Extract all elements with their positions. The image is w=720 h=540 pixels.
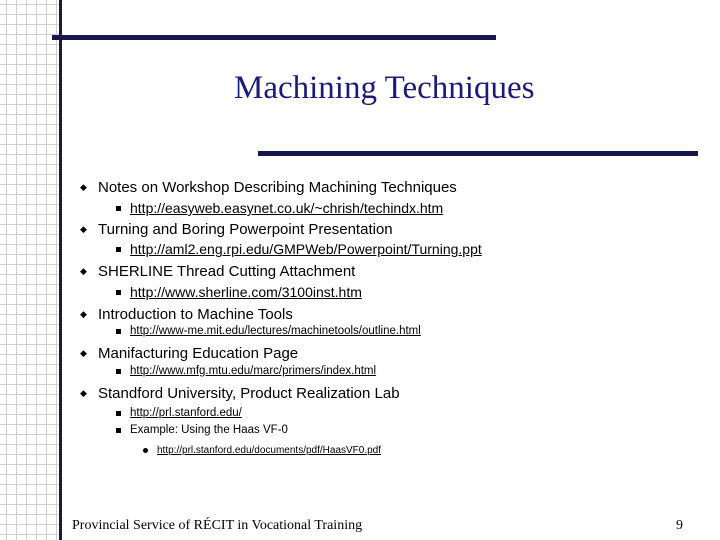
decorative-grid: [0, 0, 60, 540]
diamond-bullet-icon: ◆: [80, 266, 87, 276]
slide-title: Machining Techniques: [234, 70, 535, 106]
diamond-bullet-icon: ◆: [80, 224, 87, 234]
list-item: Notes on Workshop Describing Machining Techniques: [98, 179, 457, 196]
list-item: SHERLINE Thread Cutting Attachment: [98, 263, 356, 280]
link-turning-ppt[interactable]: http://aml2.eng.rpi.edu/GMPWeb/Powerpoint/Turning.ppt: [130, 241, 482, 257]
square-bullet-icon: [116, 290, 121, 295]
list-item: Introduction to Machine Tools: [98, 306, 293, 323]
link-techindx[interactable]: http://easyweb.easynet.co.uk/~chrish/techindx.htm: [130, 200, 444, 216]
list-item: Standford University, Product Realization Lab: [98, 385, 400, 402]
square-bullet-icon: [116, 247, 121, 252]
list-item: Manifacturing Education Page: [98, 345, 299, 362]
diamond-bullet-icon: ◆: [80, 309, 87, 319]
square-bullet-icon: [116, 411, 121, 416]
link-mit-machinetools[interactable]: http://www-me.mit.edu/lectures/machinetools/outline.html: [130, 325, 421, 337]
square-bullet-icon: [116, 206, 121, 211]
decorative-title-underline: [258, 151, 698, 156]
diamond-bullet-icon: ◆: [80, 388, 87, 398]
decorative-vertical-line: [59, 0, 62, 540]
square-bullet-icon: [116, 428, 121, 433]
diamond-bullet-icon: ◆: [80, 348, 87, 358]
round-bullet-icon: [143, 448, 148, 453]
slide-footer: Provincial Service of RÉCIT in Vocational Training: [72, 518, 363, 533]
list-item: Turning and Boring Powerpoint Presentation: [98, 221, 393, 238]
sub-item-text: Example: Using the Haas VF-0: [130, 424, 288, 436]
link-mtu-primers[interactable]: http://www.mfg.mtu.edu/marc/primers/index.html: [130, 365, 377, 377]
square-bullet-icon: [116, 369, 121, 374]
diamond-bullet-icon: ◆: [80, 182, 87, 192]
decorative-top-bar: [52, 35, 496, 40]
page-number: 9: [676, 518, 683, 533]
link-haas-vf0-pdf[interactable]: http://prl.stanford.edu/documents/pdf/HaasVF0.pdf: [157, 445, 382, 456]
link-stanford-prl[interactable]: http://prl.stanford.edu/: [130, 407, 242, 419]
square-bullet-icon: [116, 329, 121, 334]
link-sherline[interactable]: http://www.sherline.com/3100inst.htm: [130, 284, 362, 300]
